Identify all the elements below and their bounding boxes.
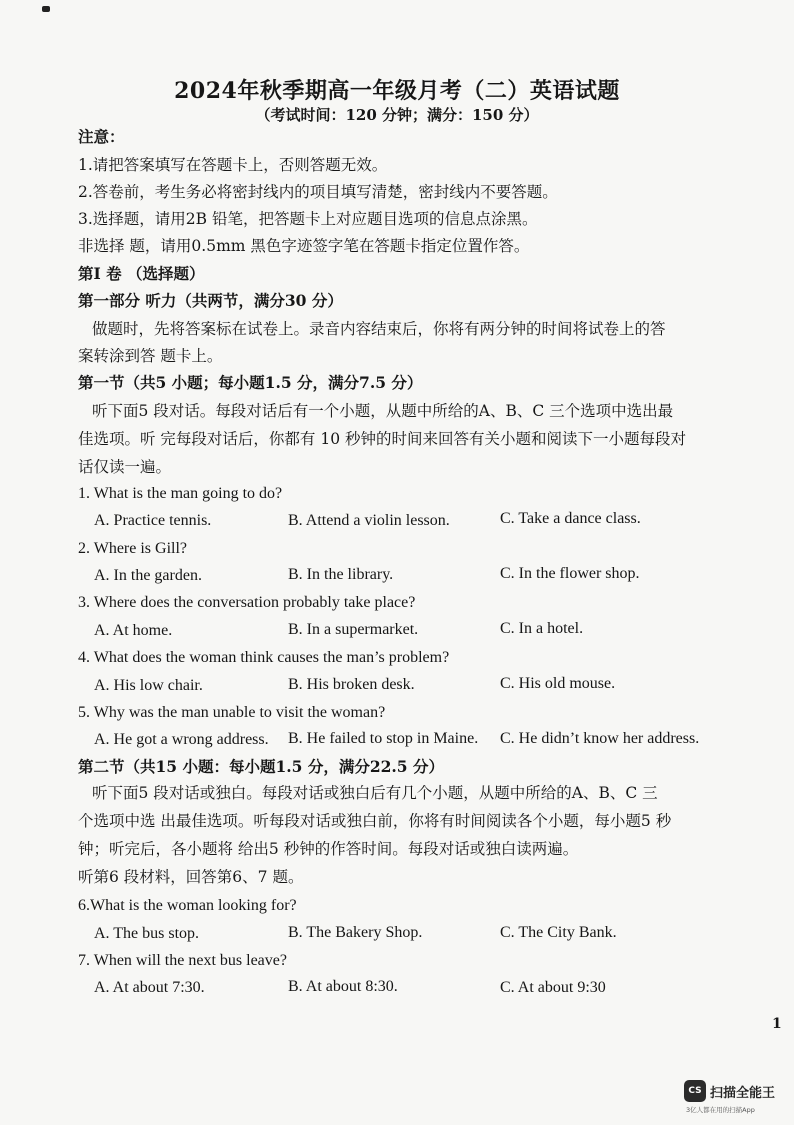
watermark-name: 扫描全能王 [710,1086,776,1101]
page-number: 1 [772,1016,782,1032]
option-a: A. In the garden. [94,567,202,584]
option-b: B. His broken desk. [288,676,415,693]
scan-mark [42,6,50,12]
section1-intro: 佳选项。听 完每段对话后，你都有 10 秒钟的时间来回答有关小题和阅读下一小题每段对 [78,430,687,448]
option-b: B. In a supermarket. [288,621,419,638]
section2-heading: 第二节（共15 小题：每小题1.5 分，满分22.5 分） [78,757,444,776]
notice-item: 1.请把答案填写在答题卡上，否则答题无效。 [78,156,388,174]
option-b: B. Attend a violin lesson. [288,512,450,529]
option-a: A. At home. [94,622,173,639]
watermark-tagline: 3亿人都在用的扫描App [686,1106,755,1114]
option-b: B. He failed to stop in Maine. [288,730,479,747]
option-c: C. He didn’t know her address. [500,730,700,747]
section2-intro: 听下面5 段对话或独白。每段对话或独白后有几个小题，从题中所给的A、B、C 三 [92,784,658,802]
question-text: 3. Where does the conversation probably take place? [78,594,416,611]
notice-item: 非选择 题，请用0.5mm 黑色字迹签字笔在答题卡指定位置作答。 [78,237,530,255]
camscanner-logo-icon: CS [684,1080,706,1102]
scanner-watermark [684,1080,784,1114]
question-text: 4. What does the woman think causes the man’s problem? [78,649,450,666]
notice-heading: 注意： [78,127,125,146]
question-text: 7. When will the next bus leave? [78,952,287,969]
option-c: C. At about 9:30 [500,979,606,996]
option-a: A. His low chair. [94,677,203,694]
question-text: 2. Where is Gill? [78,540,188,557]
section1-heading: 第一节（共5 小题；每小题1.5 分，满分7.5 分） [78,373,423,392]
volume-heading: 第Ⅰ 卷 （选择题） [78,264,205,283]
option-b: B. In the library. [288,566,394,583]
part1-intro: 做题时，先将答案标在试卷上。录音内容结束后，你将有两分钟的时间将试卷上的答 [92,320,666,338]
option-b: B. At about 8:30. [288,978,398,995]
section1-intro: 话仅读一遍。 [78,458,172,476]
material-instruction: 听第6 段材料，回答第6、7 题。 [78,868,304,886]
option-a: A. At about 7:30. [94,979,205,996]
section2-intro: 个选项中选 出最佳选项。听每段对话或独白前，你将有时间阅读各个小题，每小题5 秒 [78,812,672,830]
option-a: A. He got a wrong address. [94,731,269,748]
option-a: A. The bus stop. [94,925,200,942]
option-c: C. In the flower shop. [500,565,640,582]
option-c: C. His old mouse. [500,675,616,692]
question-text: 6.What is the woman looking for? [78,897,297,914]
option-c: C. Take a dance class. [500,510,641,527]
exam-title: 2024年秋季期高一年级月考（二）英语试题 [174,78,620,104]
part1-intro: 案转涂到答 题卡上。 [78,347,223,365]
part1-heading: 第一部分 听力（共两节，满分30 分） [78,291,343,310]
option-b: B. The Bakery Shop. [288,924,423,941]
question-text: 5. Why was the man unable to visit the woman? [78,704,386,721]
option-c: C. The City Bank. [500,924,617,941]
notice-item: 3.选择题，请用2B 铅笔，把答题卡上对应题目选项的信息点涂黑。 [78,210,538,228]
section2-intro: 钟；听完后，各小题将 给出5 秒钟的作答时间。每段对话或独白读两遍。 [78,840,579,858]
option-c: C. In a hotel. [500,620,584,637]
exam-subtitle: （考试时间：120 分钟；满分：150 分） [255,106,539,124]
section1-intro: 听下面5 段对话。每段对话后有一个小题，从题中所给的A、B、C 三个选项中选出最 [92,402,674,420]
option-a: A. Practice tennis. [94,512,212,529]
question-text: 1. What is the man going to do? [78,485,283,502]
notice-item: 2.答卷前，考生务必将密封线内的项目填写清楚，密封线内不要答题。 [78,183,558,201]
